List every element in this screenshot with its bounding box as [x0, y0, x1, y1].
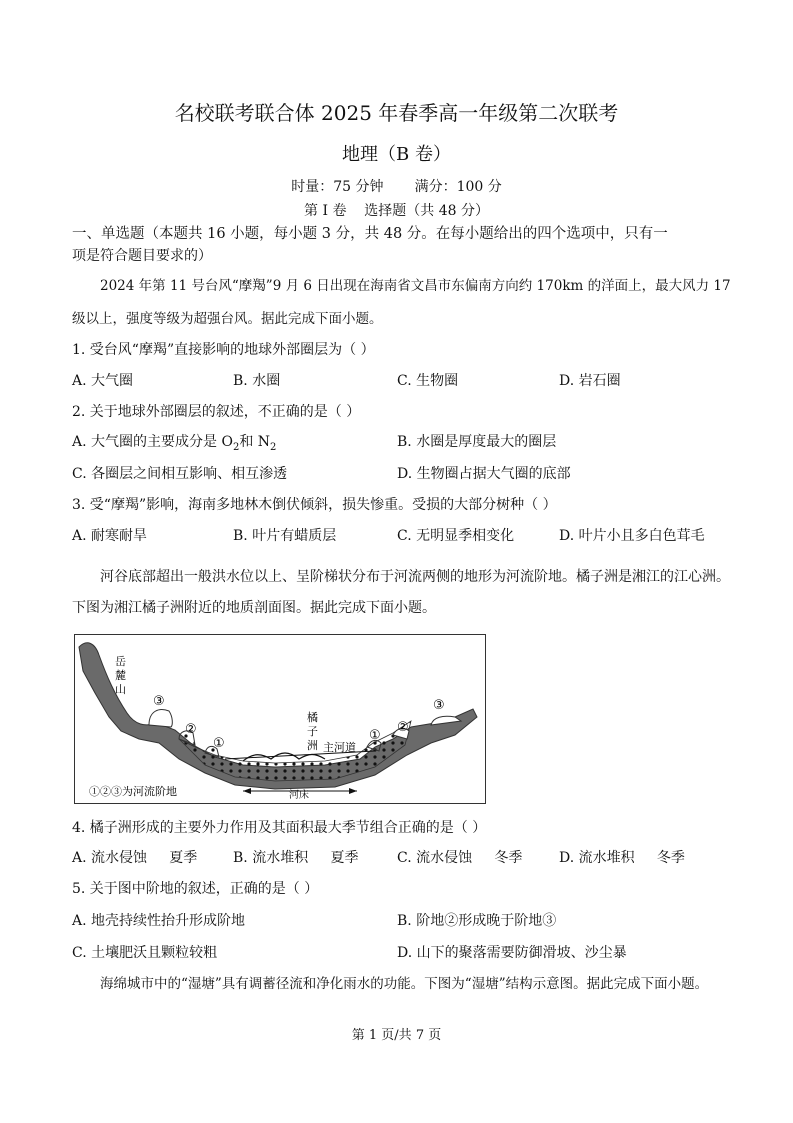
terrace-mark-right-3: ③	[433, 698, 445, 713]
part-heading: 第 I 卷 选择题（共 48 分）	[304, 203, 489, 219]
riverbed-arrow-left-head	[243, 788, 251, 794]
q1-option-a[interactable]: A. 大气圈	[72, 373, 134, 389]
terrace-mark-left-1: ①	[213, 736, 225, 751]
q5-option-c[interactable]: C. 土壤肥沃且颗粒较粗	[72, 945, 218, 961]
q2-option-c[interactable]: C. 各圈层之间相互影响、相互渗透	[72, 466, 288, 482]
riverbed-label: 河床	[289, 790, 309, 801]
q3-option-d[interactable]: D. 叶片小且多白色茸毛	[559, 528, 705, 544]
passage1-line1: 2024 年第 11 号台风“摩羯”9 月 6 日出现在海南省文昌市东偏南方向约 170km 的洋面上，最大风力 17	[100, 278, 731, 294]
page-footer: 第 1 页/共 7 页	[351, 1028, 442, 1043]
island-label-3: 洲	[307, 739, 318, 752]
left-terrace-3	[149, 710, 172, 727]
terrace-mark-left-2: ②	[185, 722, 197, 737]
q3-option-c[interactable]: C. 无明显季相变化	[397, 528, 515, 544]
q3-stem: 3. 受“摩羯”影响，海南多地林木倒伏倾斜，损失惨重。受损的大部分树种（ ）	[72, 497, 557, 513]
q5-stem: 5. 关于图中阶地的叙述，正确的是（ ）	[72, 881, 319, 897]
island-label-2: 子	[307, 725, 318, 738]
exam-meta: 时量：75 分钟 满分：100 分	[291, 179, 502, 195]
exam-subtitle: 地理（B 卷）	[342, 144, 451, 165]
terrace-mark-left-3: ③	[153, 694, 165, 709]
q4-option-a[interactable]: A. 流水侵蚀 夏季	[72, 850, 198, 866]
terrace-mark-right-2: ②	[397, 720, 409, 735]
q4-option-d[interactable]: D. 流水堆积 冬季	[559, 850, 685, 866]
mountain-label-3: 山	[115, 683, 126, 696]
riverbed-arrow-right-head	[349, 788, 357, 794]
q3-option-b[interactable]: B. 叶片有蜡质层	[233, 528, 337, 544]
island-label-1: 橘	[307, 711, 318, 724]
exam-title: 名校联考联合体 2025 年春季高一年级第二次联考	[174, 101, 619, 125]
q2-option-b[interactable]: B. 水圈是厚度最大的圈层	[397, 434, 557, 450]
section-instruction-line2: 项是符合题目要求的）	[72, 248, 212, 264]
channel-label: 主河道	[323, 741, 356, 754]
passage1-line2: 级以上，强度等级为超强台风。据此完成下面小题。	[72, 311, 383, 327]
q4-stem: 4. 橘子洲形成的主要外力作用及其面积最大季节组合正确的是（ ）	[72, 820, 487, 836]
section-instruction-line1: 一、单选题（本题共 16 小题，每小题 3 分，共 48 分。在每小题给出的四个选项中，只有一	[72, 226, 668, 242]
q2-option-d[interactable]: D. 生物圈占据大气圈的底部	[397, 466, 571, 482]
passage2-line2: 下图为湘江橘子洲附近的地质剖面图。据此完成下面小题。	[72, 600, 436, 616]
q2-stem: 2. 关于地球外部圈层的叙述，不正确的是（ ）	[72, 404, 361, 420]
q1-stem: 1. 受台风“摩羯”直接影响的地球外部圈层为（ ）	[72, 342, 375, 358]
q1-option-d[interactable]: D. 岩石圈	[559, 373, 621, 389]
q5-option-b[interactable]: B. 阶地②形成晚于阶地③	[397, 913, 557, 929]
q2-option-a[interactable]: A. 大气圈的主要成分是 $O_2$和 $N_2$	[72, 434, 277, 453]
mountain-label-2: 麓	[115, 669, 126, 682]
geologic-profile-figure	[74, 634, 486, 804]
figure-legend: ①②③为河流阶地	[89, 785, 177, 798]
geologic-profile-svg	[75, 635, 485, 803]
passage2-line1: 河谷底部超出一般洪水位以上、呈阶梯状分布于河流两侧的地形为河流阶地。橘子洲是湘江的江心洲。	[100, 569, 730, 585]
q4-option-c[interactable]: C. 流水侵蚀 冬季	[397, 850, 523, 866]
q1-option-c[interactable]: C. 生物圈	[397, 373, 459, 389]
q1-option-b[interactable]: B. 水圈	[233, 373, 281, 389]
terrace-mark-right-1: ①	[369, 728, 381, 743]
mountain-label-1: 岳	[115, 655, 126, 668]
q5-option-a[interactable]: A. 地壳持续性抬升形成阶地	[72, 913, 246, 929]
q5-option-d[interactable]: D. 山下的聚落需要防御滑坡、沙尘暴	[397, 945, 627, 961]
q4-option-b[interactable]: B. 流水堆积 夏季	[233, 850, 359, 866]
passage3-line1: 海绵城市中的“湿塘”具有调蓄径流和净化雨水的功能。下图为“湿塘”结构示意图。据此完成下面小题。	[100, 976, 709, 992]
q3-option-a[interactable]: A. 耐寒耐旱	[72, 528, 148, 544]
